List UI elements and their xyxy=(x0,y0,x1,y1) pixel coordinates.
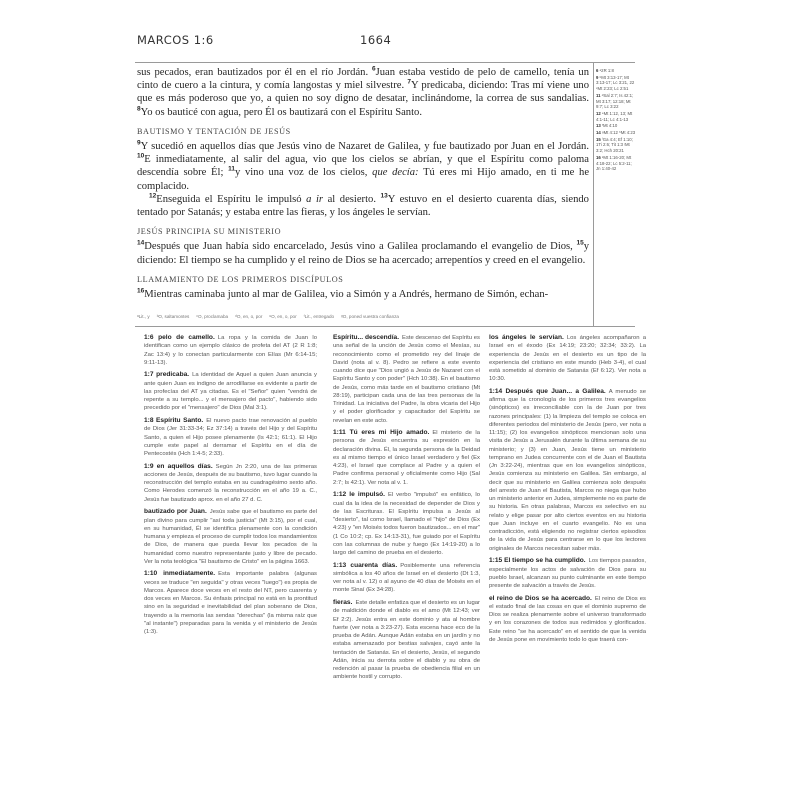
verse-text: al desierto. xyxy=(323,193,381,205)
verse-text: Y predicaba, diciendo: Tras mí viene uno que es más poderoso que yo, a quien no soy digno de desatar, inclinándome, la correa de sus sandalias. xyxy=(137,80,589,105)
verse-text: Enseguida el Espíritu le impulsó xyxy=(156,193,307,205)
study-notes-column-1 xyxy=(144,334,317,641)
study-note xyxy=(144,417,317,458)
verse-number: 8 xyxy=(137,105,141,113)
section-heading: BAUTISMO Y TENTACIÓN DE JESÚS xyxy=(137,126,291,136)
commentary-rule xyxy=(135,326,635,327)
footnote: ᵍO, poned vuestra confianza xyxy=(341,314,399,319)
cross-reference-verse: 12 xyxy=(596,110,601,116)
study-note-lemma: Espíritu... descendía. xyxy=(333,334,400,341)
study-note xyxy=(489,334,646,384)
verse-text: sus pecados, eran bautizados por él en el río Jordán. xyxy=(137,67,373,78)
study-note-lemma: 1:7 predicaba. xyxy=(144,371,190,379)
study-note xyxy=(333,562,480,595)
study-note xyxy=(489,557,646,590)
cross-reference-entry xyxy=(596,137,636,154)
verse-number: 14 xyxy=(137,239,145,247)
cross-reference-text: ᶠMt 4:10 xyxy=(600,123,618,129)
study-note-text: El nuevo pacto trae renovación al pueblo de Dios (Jer 31:33-34; Ez 37:14) a través del Hijo y del Espíritu Santo, a quien el Hijo posee plenamente (Is 42:1; 61:1). El Hijo cumple este papel al derramar el Espíritu en el día de Pentecostés (Hch 1:4-5; 2:33). xyxy=(144,418,318,458)
cross-reference-entry xyxy=(596,93,636,110)
footnote: ᶠLit., entregado xyxy=(303,314,335,319)
verse-number: 12 xyxy=(149,192,157,200)
study-note-text: El reino de Dios es el estado final de las cosas en que el dominio supremo de Dios se realiza plenamente sobre el universo transformado y en los corazones de todos sus redimidos y glorificados. Este reino "se ha acercado" en el sentido de que la venida de Jesús pone en movimiento todo lo que traerá con- xyxy=(489,595,646,643)
header-rule xyxy=(135,62,635,63)
footnote: ᵃLit., y xyxy=(137,314,150,319)
cross-reference-entry xyxy=(596,123,636,129)
verse-text: y diciendo: El tiempo se ha cumplido y el reino de Dios se ha acercado; arrepentíos y creed en el evangelio. xyxy=(137,241,589,266)
italic-text: que decía: xyxy=(372,167,419,179)
cross-reference-entry xyxy=(596,75,636,92)
study-note xyxy=(144,334,317,367)
study-note-text: A menudo se afirma que la cronología de los primeros tres evangelios (sinópticos) es irreconciliable con la de Juan por tres razones principales: (1) la limpieza del templo se coloca en diferentes periodos del ministerio de Jesús (pero, ver nota a 11:15); (2) los evangelios sinópticos mencionan solo una visita de Jesús a Jerusalén durante la última semana de su ministerio; y (3) en Juan, Jesús tiene un ministerio temprano en Judea concurrente con el de Juan el Bautista (Jn 3:22-24), mientras que en los evangelios sinópticos, Jesús comienza su ministerio en Galilea. Sin embargo, al decir que su ministerio en Galilea comienza solo después del arresto de Juan el Bautista, Marcos no niega que hubo un ministerio anterior en Judea, simplemente no es parte de su historia. En otras palabras, Marcos es selectivo en su relato y elige pasar por alto ciertos eventos en su historia que Juan incluye en el cuarto evangelio. No es una contradicción, está eligiendo no registrar ciertos episodios de la vida de Jesús para centrarse en lo que los lectores originales de Marcos necesitan saber más. xyxy=(489,388,647,552)
cross-reference-text: ᵈSal 2:7; Is 42:1; Mt 3:17; 12:18; Mt 9:7; Lc 3:22 xyxy=(596,92,634,110)
running-header-reference: MARCOS 1:6 xyxy=(137,33,214,47)
scripture-paragraph xyxy=(137,193,589,219)
verse-number: 6 xyxy=(372,65,376,73)
verse-number: 7 xyxy=(407,78,411,86)
cross-reference-verse: 14 xyxy=(596,130,601,136)
study-note-lemma: el reino de Dios se ha acercado. xyxy=(489,594,592,602)
study-note-text: El misterio de la persona de Jesús encuentra su expresión en la declaración divina. Él, la segunda persona de la Deidad es al mismo tiempo el único Israel verdadero y fiel (Ex 4:23), el Israel que complace al Padre y a quien el Padre confirma personal y oficialmente como Hijo (Sal 2:7; Is 42:1). Ver nota al v. 1. xyxy=(333,430,480,486)
verse-text: Tú eres mi Hijo amado, en ti me he complacido. xyxy=(137,167,590,192)
cross-reference-entry xyxy=(596,155,636,172)
study-note-text: Los ángeles acompañaron a Israel en el éxodo (Ex 14:19; 23:20; 32:34; 33:2). La experiencia de Jesús en el desierto es un tipo de la experiencia del cristiano en este mundo (Heb 3-4), el cual está sometido al dominio de Satanás (Ef 6:12). Ver nota a 10:30. xyxy=(489,335,646,383)
cross-reference-verse: 9 xyxy=(596,74,599,80)
scripture-paragraph xyxy=(137,240,589,266)
cross-reference-text: ᵏMt 1:16-20; Mt 4:18-22; Lc 5:2-11; Jn 1:40-42 xyxy=(596,154,632,172)
cross-reference-verse: 15 xyxy=(596,136,601,142)
footnote: ᵉO, en, o, por xyxy=(269,314,297,319)
verse-number: 16 xyxy=(137,287,145,295)
verse-text: Después que Juan había sido encarcelado, Jesús vino a Galilea proclamando el evangelio de Dios, xyxy=(144,241,577,253)
study-note xyxy=(333,599,480,682)
study-notes-column-2 xyxy=(333,334,480,686)
cross-reference-entry xyxy=(596,68,636,74)
study-note-text: La identidad de Aquel a quien Juan anuncia y ante quien Juan es indigno de arrodillarse es evidente a partir de las profecías del AT ya citadas. Es el "Señor" quien "vendrá de repente a su templo... y el mensajero del pacto", habiendo sido precedido por el "mensajero" de Dios (Mal 3:1). xyxy=(144,372,317,412)
study-note-text: Jesús sabe que el bautismo es parte del plan divino para cumplir "así toda justicia" (Mt 3:15), por el cual, en su humanidad, Él se identifica plenamente con la condición humana y empieza el proceso de cumplir todos los mandamientos de Dios, de manera que pueda llevar los pecados de la humanidad como nuestro representante justo y libre de pecado. Ver la nota teológica "El bautismo de Cristo" en la página 1663. xyxy=(144,509,317,565)
study-note-lemma: 1:8 Espíritu Santo. xyxy=(144,417,204,425)
study-note xyxy=(333,491,480,557)
verse-number: 9 xyxy=(137,139,141,147)
study-note xyxy=(333,429,480,487)
cross-reference-text: ᵍMt 4:12 ʰMt 4:23 xyxy=(600,130,636,136)
study-note xyxy=(144,463,317,504)
italic-text: a ir xyxy=(306,193,324,205)
study-note-text: El verbo "impulsó" es enfático, lo cual da la idea de la necesidad de depender de Dios y de las Escrituras. El Espíritu impulsa a Jesús al "desierto", tal como Israel, llamado el "hijo" de Dios (Ex 4:23) y "en Moisés todos fueron bautizados... en el mar" (1 Co 10:2; cp. Ex 14:13-31), fue guiado por el Espíritu con las columnas de nube y fuego (Ex 14:19-20) a lo largo del camino de prueba en el desierto. xyxy=(333,492,480,557)
study-note-lemma: 1:10 inmediatamente. xyxy=(144,570,216,578)
study-note-lemma: 1:15 El tiempo se ha cumplido. xyxy=(489,557,586,565)
cross-references-column xyxy=(596,68,636,173)
scripture-paragraph xyxy=(137,288,589,301)
study-note-lemma: 1:6 pelo de camello. xyxy=(144,334,215,341)
scripture-text xyxy=(137,66,589,301)
verse-number: 10 xyxy=(137,152,145,160)
verse-number: 11 xyxy=(228,165,235,173)
study-note-text: Este descenso del Espíritu es una señal de la unción de Jesús como el Mesías, su reconocimiento como el prometido rey del linaje de David (nota al v. 8). Pedro se refiere a este evento cuando dice que "Dios ungió a Jesús de Nazaret con el Espíritu Santo y con poder" (Hch 10:38). En el bautismo de Jesús, como más tarde en el bautismo cristiano (Mt 28:19), participan cada una de las tres personas de la Trinidad. La iniciativa del Padre, la obra vicaria del Hijo y el poder glorificador y capacitador del Espíritu se revelan en este acto. xyxy=(333,335,480,424)
study-note xyxy=(144,570,317,636)
cross-reference-entry xyxy=(596,111,636,122)
study-note-lemma: 1:9 en aquellos días. xyxy=(144,462,213,470)
cross-reference-divider xyxy=(593,62,594,327)
study-note xyxy=(144,371,317,412)
study-note xyxy=(489,388,646,553)
study-note-text: Esta importante palabra (algunas veces se traduce "en seguida" y otras veces "luego") es propia de Marcos. Aparece doce veces en el resto del NT, pero cuarenta y dos veces en Marcos. Su énfasis principal no está en la prontitud sino en la seguridad e inevitabilidad del plan soberano de Dios, trayendo a la memoria las sendas "derechas" (la misma raíz que "al instante") preparadas para la venida y el ministerio de Jesús (1:3). xyxy=(144,571,318,636)
cross-reference-verse: 16 xyxy=(596,154,601,160)
verse-text: Mientras caminaba junto al mar de Galilea, vio a Simón y a Andrés, hermano de Simón, echan- xyxy=(144,289,549,301)
footnotes xyxy=(137,314,589,319)
cross-reference-verse: 6 xyxy=(596,68,599,73)
verse-number: 13 xyxy=(380,192,388,200)
study-note xyxy=(489,595,646,645)
verse-text: y vino una voz de los cielos, xyxy=(234,167,373,179)
study-note-lemma: bautizado por Juan. xyxy=(144,508,207,516)
study-note-text: La ropa y la comida de Juan lo identifican como un ejemplo clásico de profeta del AT (2 R 1:8; Zac 13:4) y lo conectan particularmente con Elías (Mr 6:14-15; 9:11-13). xyxy=(144,335,317,366)
study-note-lemma: 1:13 cuarenta días. xyxy=(333,561,398,569)
cross-reference-text: ᵇMt 3:13-17; Mt 3:13-17; Lc 3:21, 22 ᶜMt 2:23; Lc 2:51 xyxy=(596,74,635,92)
verse-text: Juan estaba vestido de pelo de camello, tenía un cinto de cuero a la cintura, y comía langostas y miel silvestre. xyxy=(137,67,589,92)
cross-reference-entry xyxy=(596,130,636,136)
study-note-text: Este detalle enfatiza que el desierto es un lugar de maldición donde el diablo es el amo (Mt 12:43; ver Ef 2:2). Jesús entra en este dominio y ata al hombre fuerte (ver nota a 3:23-27). Esta escena hace eco de la prueba de Adán. Aunque Adán estaba en un jardín y no estaba amenazado por bestias salvajes, cayó ante la tentación de Satanás. En el desierto, Jesús, el segundo Adán, inicia su derrota sobre el diablo y su obra de redención al pasar la prueba de obediencia filial en un ambiente hostil y corrupto. xyxy=(333,600,480,681)
study-note-text: Los tiempos pasados, especialmente los actos de salvación de Dios para su pueblo Israel, alcanzan su punto culminante en este tiempo presente de salvación a través de Jesús. xyxy=(489,558,646,590)
cross-reference-verse: 11 xyxy=(596,92,601,98)
verse-text: Yo os bauticé con agua, pero Él os bautizará con el Espíritu Santo. xyxy=(140,106,422,118)
footnote: ᶜO, proclamaba xyxy=(196,314,229,319)
study-note-lemma: fieras. xyxy=(333,599,353,607)
study-note-lemma: 1:11 Tú eres mi Hijo amado. xyxy=(333,429,430,437)
study-note-lemma: 1:14 Después que Juan... a Galilea. xyxy=(489,387,606,395)
cross-reference-text: ᵉMt 1:12, 13; Mt 4:1-11; Lc 4:1-13 xyxy=(596,110,633,122)
footnote: ᵈO, en, o, por xyxy=(235,314,263,319)
study-note xyxy=(333,334,480,425)
footnote: ᵇO, saltamontes xyxy=(156,314,190,319)
cross-reference-text: ᵃ2R 1:8 xyxy=(598,68,614,73)
study-note xyxy=(144,508,317,566)
verse-number: 15 xyxy=(576,239,584,247)
verse-text: Y estuvo en el desierto cuarenta días, siendo tentado por Satanás; y estaba entre las fieras, y los ángeles le servían. xyxy=(137,193,589,219)
scripture-paragraph xyxy=(137,66,589,119)
verse-text: E inmediatamente, al salir del agua, vio que los cielos se abrían, y que el Espíritu como paloma descendía sobre Él; xyxy=(137,154,589,179)
study-note-text: Según Jn 2:20, una de las primeras acciones de Jesús, después de su bautismo, tuvo lugar cuando la reconstrucción del templo estaba en su cuadragésimo sexto año. Como Herodes comenzó la reconstrucción en el año 19 a. C., Jesús fue bautizado aprox. en el año 27 d. C. xyxy=(144,463,318,503)
study-note-lemma: los ángeles le servían. xyxy=(489,334,564,341)
study-note-text: Posiblemente una referencia simbólica a los 40 años de Israel en el desierto (Dt 1:3, ver nota al v. 12) o al ayuno de 40 días de Moisés en el monte Sinaí (Ex 34:28). xyxy=(333,562,480,594)
scripture-paragraph xyxy=(137,140,589,193)
section-heading: JESÚS PRINCIPIA SU MINISTERIO xyxy=(137,227,282,237)
section-heading: LLAMAMIENTO DE LOS PRIMEROS DISCÍPULOS xyxy=(137,274,344,284)
cross-reference-verse: 13 xyxy=(596,123,601,129)
verse-text: Y sucedió en aquellos días que Jesús vino de Nazaret de Galilea, y fue bautizado por Juan en el Jordán. xyxy=(140,141,589,153)
study-note-lemma: 1:12 le impulsó. xyxy=(333,491,385,499)
study-notes-column-3 xyxy=(489,334,646,649)
cross-reference-text: ⁱGa 4:4; Ef 1:10; 1Ti 2:6; Tit 1:3 ʲMt 3:2; Hch 20:21 xyxy=(596,136,633,154)
page-number: 1664 xyxy=(360,33,392,47)
